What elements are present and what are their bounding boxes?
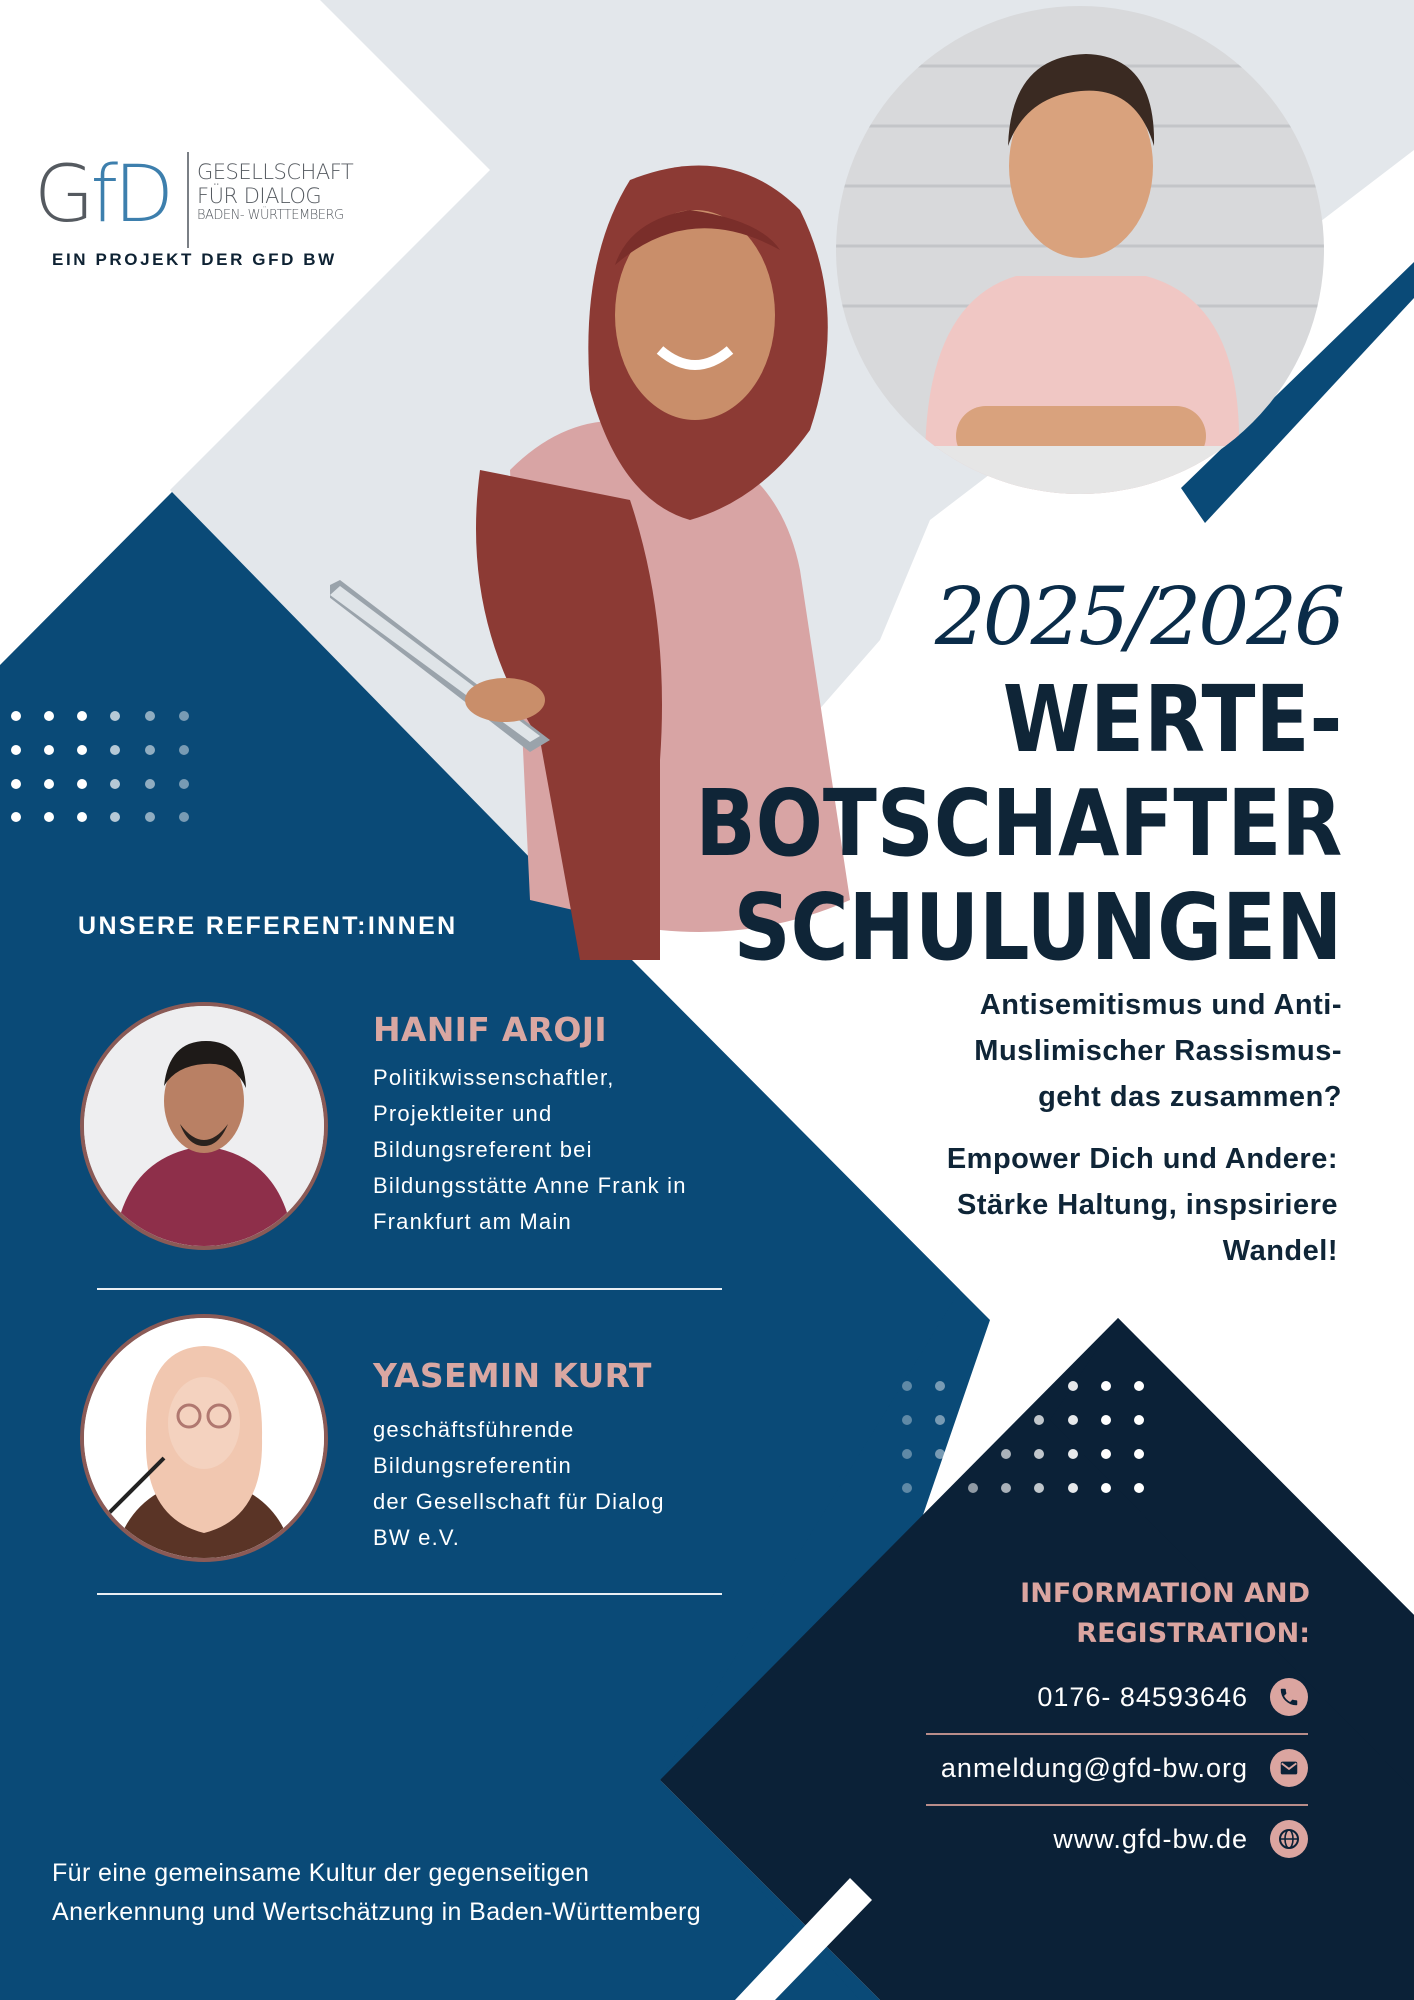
speaker-desc-line: BW e.V. — [373, 1525, 461, 1550]
subtitle-claim-line-3: Wandel! — [1222, 1235, 1338, 1267]
phone-icon — [1270, 1678, 1308, 1716]
speakers-heading: UNSERE REFERENT:INNEN — [78, 912, 458, 940]
mail-icon — [1270, 1749, 1308, 1787]
speaker-photo-yasemin — [80, 1314, 328, 1562]
speaker-desc-line: Projektleiter und — [373, 1101, 553, 1126]
subtitle-topic — [974, 982, 1342, 1120]
logo-divider — [187, 152, 189, 248]
speaker-desc-line: Bildungsstätte Anne Frank in — [373, 1173, 687, 1198]
hero-man-photo — [836, 6, 1324, 494]
speaker-desc-line: Bildungsreferentin — [373, 1453, 572, 1478]
logo-mark: GfD — [34, 150, 170, 240]
speaker-desc-line: der Gesellschaft für Dialog — [373, 1489, 665, 1514]
website-url[interactable]: www.gfd-bw.de — [1053, 1823, 1248, 1854]
contact-website[interactable] — [1053, 1819, 1308, 1859]
globe-icon — [1270, 1820, 1308, 1858]
speaker-desc-line: Politikwissenschaftler, — [373, 1065, 615, 1090]
logo-name-line3: BADEN- WÜRTTEMBERG — [197, 208, 344, 223]
decorative-dots-left — [0, 700, 200, 830]
subtitle-claim — [947, 1136, 1338, 1274]
title-line-1: WERTE- — [1002, 666, 1342, 773]
gfd-logo — [34, 150, 374, 270]
logo-wordmark — [197, 160, 353, 224]
email-address[interactable]: anmeldung@gfd-bw.org — [940, 1752, 1248, 1783]
speaker-desc-line: Frankfurt am Main — [373, 1209, 572, 1234]
speaker-name-hanif: HANIF AROJI — [373, 1010, 607, 1049]
subtitle-claim-line-1: Empower Dich und Andere: — [946, 1143, 1338, 1175]
footer-line-2: Anerkennung und Wertschätzung in Baden-Württemberg — [52, 1898, 702, 1926]
footer-mission — [52, 1854, 701, 1932]
speaker-divider — [97, 1593, 722, 1595]
contact-divider — [926, 1733, 1308, 1735]
year-range: 2025/2026 — [934, 570, 1342, 663]
speaker-name-yasemin: YASEMIN KURT — [373, 1356, 652, 1395]
contact-heading-line-2: REGISTRATION: — [1076, 1618, 1310, 1649]
contact-heading-line-1: INFORMATION AND — [1020, 1578, 1310, 1609]
contact-divider — [926, 1804, 1308, 1806]
subtitle-claim-line-2: Stärke Haltung, inspsiriere — [957, 1189, 1338, 1221]
decorative-dots-right — [895, 1372, 1155, 1502]
logo-name-line1: GESELLSCHAFT — [197, 160, 354, 184]
footer-line-1: Für eine gemeinsame Kultur der gegenseitigen — [52, 1859, 590, 1887]
contact-heading — [1020, 1574, 1310, 1654]
subtitle-topic-line-3: geht das zusammen? — [1038, 1081, 1342, 1113]
main-title — [695, 668, 1342, 980]
title-line-3: SCHULUNGEN — [733, 874, 1342, 981]
project-tagline: EIN PROJEKT DER GFD BW — [52, 250, 337, 269]
speaker-desc-yasemin — [373, 1412, 753, 1556]
subtitle-topic-line-2: Muslimischer Rassismus- — [974, 1035, 1342, 1067]
speaker-desc-line: Bildungsreferent bei — [373, 1137, 593, 1162]
logo-name-line2: FÜR DIALOG — [197, 184, 322, 208]
contact-phone[interactable] — [1037, 1677, 1308, 1717]
speaker-desc-line: geschäftsführende — [373, 1417, 575, 1442]
title-line-2: BOTSCHAFTER — [694, 770, 1342, 877]
contact-email[interactable] — [941, 1748, 1308, 1788]
speaker-photo-hanif — [80, 1002, 328, 1250]
phone-number[interactable]: 0176- 84593646 — [1037, 1681, 1248, 1712]
speaker-divider — [97, 1288, 722, 1290]
speaker-desc-hanif — [373, 1060, 753, 1240]
subtitle-topic-line-1: Antisemitismus und Anti- — [979, 989, 1342, 1021]
